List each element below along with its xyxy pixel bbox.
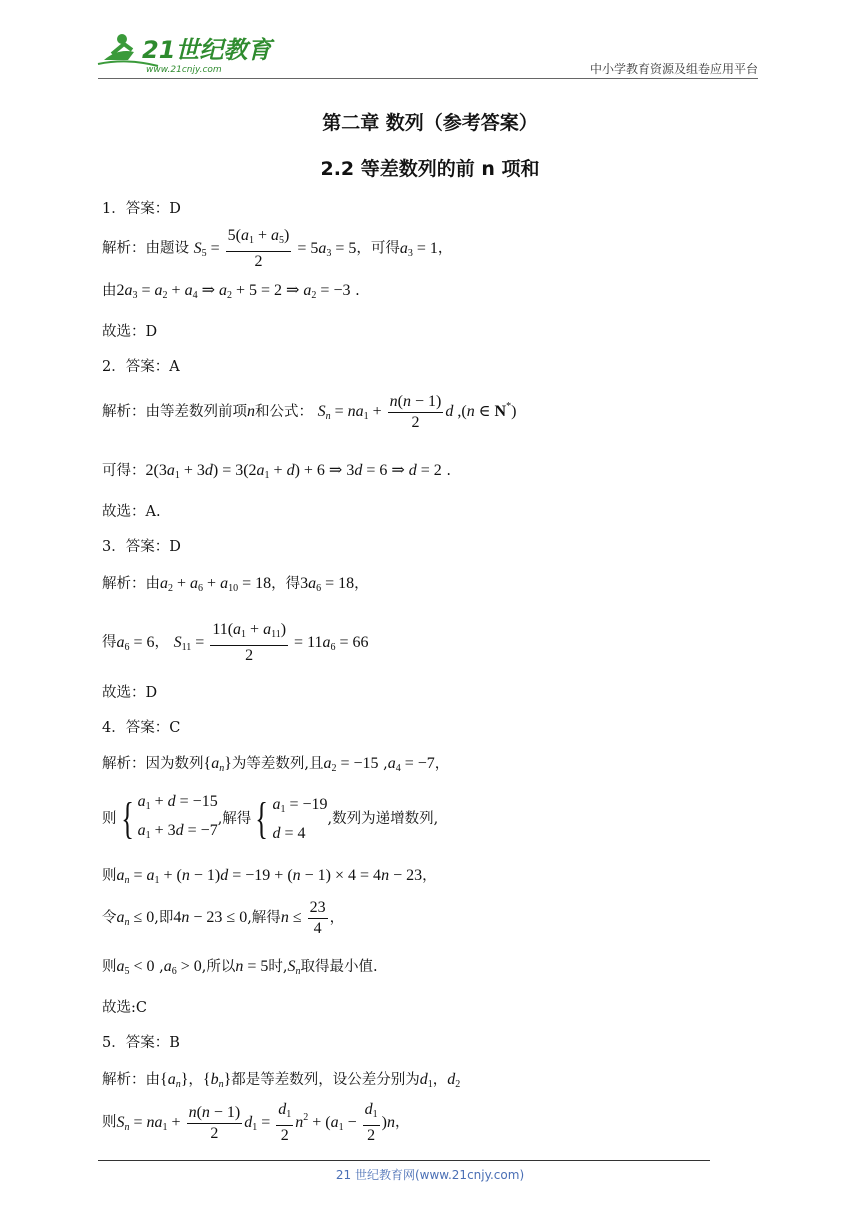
q4-general-term: 则$a_n = a_1 + (n - 1)d = -19 + (n - 1) \times 4 = 4n - 23$， (102, 867, 437, 886)
q1-choice: 故选：D (102, 324, 158, 340)
page-header (98, 30, 758, 80)
footer-source: 21 世纪教育网(www.21cnjy.com) (335, 1168, 525, 1182)
q3-derivation: 得$a_6 = 6$， $S_{11}$ = $\frac{11(a_1 + a_{11})}{2}$ = $11a_6 = 66$ (102, 621, 369, 664)
q1-derivation: 由$2a_3 = a_2 + a_4$ ⇒ $a_2 + 5 = 2$ ⇒ $a_2 = -3$ . (102, 282, 360, 301)
q5-sum-formula: 则$S_n = na_1$ + $\frac{n(n - 1)}{2}$ $d_1$ = $\frac{d_1}{2}$ $n^2 + (a_1$ − $\frac{d_1}{2}$ )n， (102, 1101, 410, 1144)
q1-analysis: 解析：由题设 $S_5$ = $\frac{5(a_1 + a_5)}{2}$ = $5a_3 = 5$，可得$a_3 = 1$， (102, 227, 453, 270)
q3-answer: 3．答案：D (102, 539, 181, 555)
header-platform-text: 中小学教育资源及组卷应用平台 (589, 62, 758, 76)
q4-inequality: 令$a_n \le 0$,即4n − 23 ≤ 0,解得n ≤ $\frac{23}{4}$ ， (102, 899, 345, 937)
q2-answer: 2．答案：A (102, 359, 180, 375)
q3-analysis: 解析：由$a_2 + a_6 + a_{10} = 18$，得$3a_6 = 18$， (102, 575, 369, 594)
q5-analysis: 解析：由$\{a_n\}$，$\{b_n\}$都是等差数列，设公差分别为$d_1$，$d_2$ (102, 1071, 461, 1090)
q4-conclusion: 则$a_5 < 0$ $,a_6 > 0$,所以n = 5时$,S_n$取得最小值. (102, 958, 378, 977)
q2-derivation: 可得：$2(3a_1 + 3d) = 3(2a_1 + d) + 6$ ⇒ 3d = 6 ⇒ d = 2 . (102, 462, 452, 481)
q3-choice: 故选：D (102, 685, 158, 701)
section-title: 2.2 等差数列的前 n 项和 (320, 158, 540, 180)
q1-answer: 1．答案：D (102, 201, 181, 217)
q4-system: 则{ $a_1 + d = -15$ $a_1 + 3d = -7$ ,解得{ $a_1 = -19$ d = 4 ,数列为递增数列, (102, 793, 439, 843)
chapter-title: 第二章 数列（参考答案） (322, 112, 538, 134)
svg-text:21世纪教育: 21世纪教育 (142, 36, 272, 64)
q5-answer: 5．答案：B (102, 1035, 180, 1051)
q4-analysis: 解析：因为数列$\{a_n\}$为等差数列,且$a_2 = -15$ $,a_4 = -7$， (102, 755, 450, 774)
q4-choice: 故选:C (102, 1000, 147, 1016)
footer-divider (98, 1160, 710, 1161)
q4-answer: 4．答案：C (102, 720, 181, 736)
q2-analysis: 解析：由等差数列前项n和公式： $S_n = na_1$ + $\frac{n(n - 1)}{2}$ d ,(n ∈ N*) (102, 393, 517, 431)
svg-text:www.21cnjy.com: www.21cnjy.com (146, 65, 222, 75)
logo-21cnjy (98, 30, 272, 76)
q2-choice: 故选：A. (102, 504, 161, 520)
header-divider (98, 78, 758, 79)
